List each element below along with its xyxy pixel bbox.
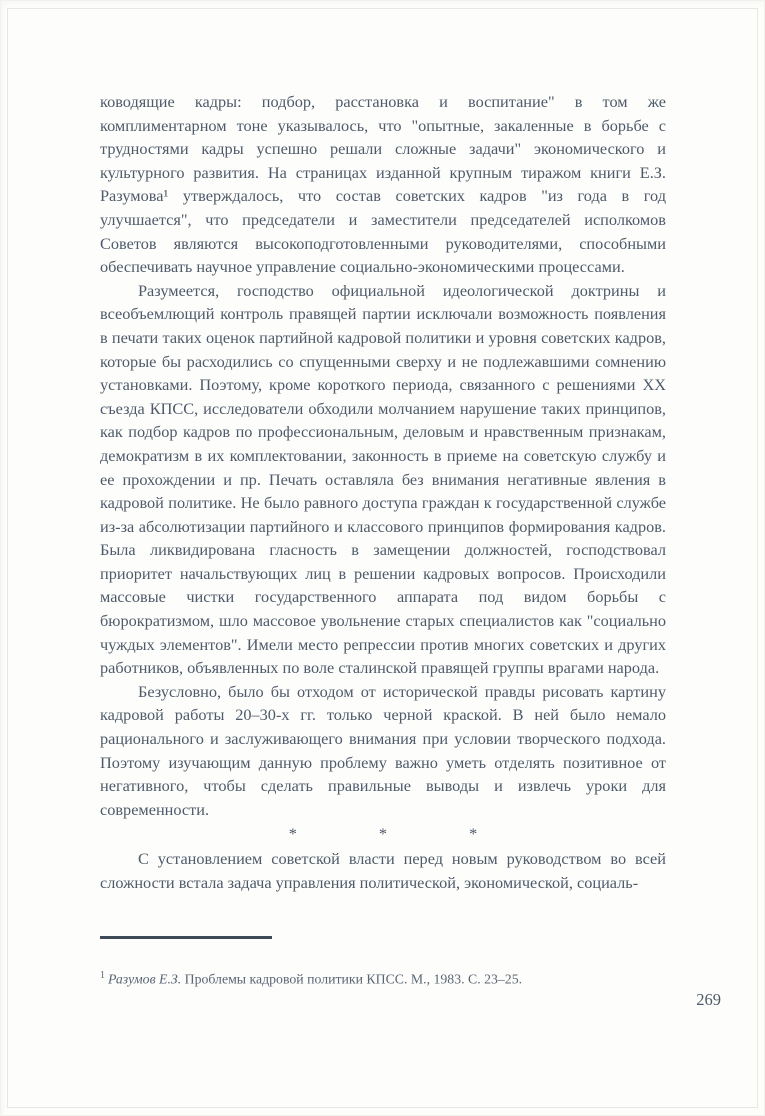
footnote-text: Проблемы кадровой политики КПСС. М., 1983. С. 23–25. (181, 971, 523, 987)
paragraph: Разумеется, господство официальной идеологической доктрины и всеобъемлющий контроль правящей партии исключали возможность появления в печати таких оценок партийной кадровой политики и уровня советских кадров, которые бы расходились со спущенными сверху и не подлежавшими сомнению установками. Поэтому, кроме короткого периода, связанного с решениями XX съезда КПСС, исследователи обходили молчанием нарушение таких принципов, как подбор кадров по профессиональным, деловым и нравственным признакам, демократизм в их комплектовании, законность в приеме на советскую службу и ее прохождении и пр. Печать оставляла без внимания негативные явления в кадровой политике. Не было равного доступа граждан к государственной службе из-за абсолютизации партийного и классового принципов формирования кадров. Была ликвидирована гласность в замещении должностей, господствовал приоритет начальствующих лиц в решении кадровых вопросов. Происходили массовые чистки государственного аппарата под видом борьбы с бюрократизмом, шло массовое увольнение старых специалистов как "социально чуждых элементов". Имели место репрессии против многих советских и других работников, объявленных по воле сталинской правящей группы врагами народа. (100, 280, 666, 678)
footnote-marker: 1 (100, 970, 105, 981)
footnote-divider (100, 936, 272, 939)
section-separator: * * * (288, 824, 478, 844)
page-number: 269 (696, 990, 721, 1009)
footnote (100, 966, 666, 989)
paragraph-continuation: ководящие кадры: подбор, расстановка и воспитание" в том же комплиментарном тоне указывалось, что "опытные, закаленные в борьбе с трудностями кадры успешно решали сложные задачи" экономического и культурного развития. На страницах изданной крупным тиражом книги Е.З. Разумова¹ утверждалось, что состав советских кадров "из года в год улучшается", что председатели и заместители председателей исполкомов Советов являются высокоподготовленными руководителями, способными обеспечивать научное управление социально-экономическими процессами. (100, 92, 666, 277)
text-block (100, 90, 666, 894)
footnote-author: Разумов Е.З. (108, 971, 182, 987)
paragraph: С установлением советской власти перед новым руководством во всей сложности встала задача управления политической, экономической, социаль- (100, 849, 666, 892)
paragraph: Безусловно, было бы отходом от исторической правды рисовать картину кадровой работы 20–30-х гг. только черной краской. В ней было немало рационального и заслуживающего внимания при условии творческого подхода. Поэтому изучающим данную проблему важно уметь отделять позитивное от негативного, чтобы сделать правильные выводы и извлечь уроки для современности. (100, 681, 666, 819)
